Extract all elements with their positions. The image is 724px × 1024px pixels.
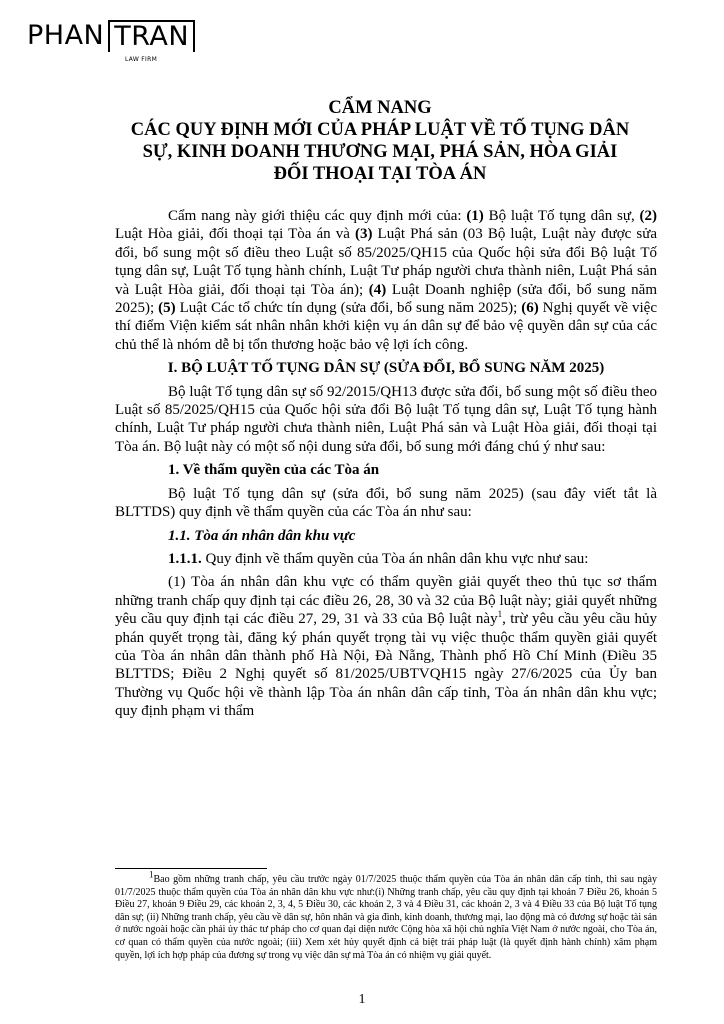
section-paragraph: Bộ luật Tố tụng dân sự số 92/2015/QH13 được sửa đổi, bổ sung một số điều theo Luật số 85/2025/QH15 của Quốc hội sửa đổi Bộ luật Tố tụng dân sự, Luật Tố tụng hành chính, Luật Tư pháp người chưa thành niên, Luật Phá sản và Luật Hòa giải, đối thoại tại Tòa án. Bộ luật này có một số nội dung sửa đổi, bổ sung mới đáng chú ý như sau: [115, 383, 657, 455]
document-body [115, 207, 657, 726]
footnote-reference[interactable]: 1 [497, 609, 503, 620]
intro-text: Luật Các tổ chức tín dụng (sửa đổi, bổ sung năm 2025); [175, 300, 522, 317]
intro-paragraph [115, 207, 657, 354]
intro-text: Bộ luật Tố tụng dân sự, [483, 208, 640, 224]
document-title [100, 97, 660, 185]
intro-item-number: (3) [354, 226, 373, 243]
logo-text-left: PHAN [27, 20, 105, 51]
subsection-heading: 1. Về thẩm quyền của các Tòa án [168, 462, 380, 479]
logo-wordmark [27, 20, 217, 52]
clause-intro [115, 550, 657, 568]
title-line-2: CÁC QUY ĐỊNH MỚI CỦA PHÁP LUẬT VỀ TỐ TỤNG DÂN [130, 120, 630, 140]
intro-text: Luật Doanh nghiệp (sửa đổi, bổ sung năm 2025); [115, 281, 657, 317]
intro-text: Cẩm nang này giới thiệu các quy định mới của: [168, 208, 467, 224]
title-line-3: SỰ, KINH DOANH THƯƠNG MẠI, PHÁ SẢN, HÒA GIẢI [142, 142, 618, 162]
firm-logo [27, 20, 217, 68]
subsection-paragraph: Bộ luật Tố tụng dân sự (sửa đổi, bổ sung năm 2025) (sau đây viết tắt là BLTTDS) quy định về thẩm quyền của các Tòa án như sau: [115, 485, 657, 521]
logo-text-right: TRAN [108, 20, 195, 52]
page-number: 1 [358, 992, 366, 1007]
clause-number: 1.1.1. [168, 550, 202, 567]
intro-item-number: (1) [466, 208, 484, 224]
clause-paragraph [115, 573, 657, 720]
subsubsection-heading: 1.1. Tòa án nhân dân khu vực [168, 527, 356, 544]
intro-item-number: (6) [521, 300, 539, 317]
intro-item-number: (4) [368, 281, 387, 298]
intro-text: Luật Phá sản (03 Bộ luật, Luật này được sửa đổi, bổ sung một số điều theo Luật số 85/2025/QH15 của Quốc hội sửa đổi Bộ luật Tố tụng dân sự, Luật Tố tụng hành chính, Luật Tư pháp người chưa thành niên, Luật Phá sản và Luật Hòa giải, đối thoại tại Tòa án); [115, 226, 657, 298]
intro-text: Luật Hòa giải, đối thoại tại Tòa án và [115, 226, 355, 243]
clause-text: (1) Tòa án nhân dân khu vực có thẩm quyền giải quyết theo thủ tục sơ thẩm những tranh chấp quy định tại các điều 26, 28, 30 và 32 của Bộ luật này; giải quyết những yêu cầu quy định tại các điều 27, 29, 31 và 33 của Bộ luật này [115, 574, 657, 628]
intro-item-number: (2) [639, 208, 658, 224]
logo-subtitle: LAW FIRM [125, 56, 158, 63]
clause-text: , trừ yêu cầu yêu cầu hủy phán quyết trọng tài, đăng ký phán quyết trọng tài vụ việc thuộc thẩm quyền giải quyết của Tòa án nhân dân thành phố Hà Nội, Đà Nẵng, Thành phố Hồ Chí Minh (Điều 35 BLTTDS; Điều 2 Nghị quyết số 81/2025/UBTVQH15 ngày 27/6/2025 của Ủy ban Thường vụ Quốc hội về thành lập Tòa án nhân dân cấp tỉnh, Tòa án nhân dân khu vực; quy định phạm vi thẩm [115, 611, 657, 720]
footnote [115, 869, 657, 962]
footnote-divider [115, 868, 267, 869]
footnote-marker: 1 [149, 869, 154, 880]
title-line-1: CẨM NANG [328, 98, 432, 118]
intro-item-number: (5) [158, 300, 176, 317]
title-line-4: ĐỐI THOẠI TẠI TÒA ÁN [273, 164, 487, 184]
section-heading: I. BỘ LUẬT TỐ TỤNG DÂN SỰ (SỬA ĐỔI, BỔ SUNG NĂM 2025) [167, 360, 605, 377]
clause-intro-text: Quy định về thẩm quyền của Tòa án nhân dân khu vực như sau: [201, 550, 589, 567]
intro-text: Nghị quyết về việc thí điểm Viện kiểm sát nhân nhân khởi kiện vụ án dân sự để bảo vệ quyền dân sự của các chủ thể là nhóm dễ bị tổn thương hoặc bảo vệ lợi ích công. [115, 300, 657, 353]
footnote-text: Bao gồm những tranh chấp, yêu cầu trước ngày 01/7/2025 thuộc thẩm quyền của Tòa án nhân dân cấp tỉnh, thì sau ngày 01/7/2025 thuộc thẩm quyền của Tòa án nhân dân khu vực như:(i) Những tranh chấp, yêu cầu quy định tại khoản 7 Điều 26, khoản 5 Điều 27, khoản 9 Điều 29, các khoản 2, 3, 4, 5 Điều 30, các khoản 2, 3 và 4 Điều 31, các khoản 2, 3 và 4 Điều 33 của Bộ luật Tố tụng dân sự; (ii) Những tranh chấp, yêu cầu về dân sự, hôn nhân và gia đình, kinh doanh, thương mại, lao động mà có đương sự hoặc tài sản ở nước ngoài hoặc cần phải ủy thác tư pháp cho cơ quan đại diện nước Cộng hòa xã hội chủ nghĩa Việt Nam ở nước ngoài, cho Tòa án, cơ quan có thẩm quyền của nước ngoài; (iii) Xem xét hủy quyết định cá biệt trái pháp luật (là quyết định hành chính) xâm phạm quyền, lợi ích hợp pháp của đương sự trong vụ việc dân sự mà Tòa án có nhiệm vụ giải quyết. [115, 874, 657, 961]
